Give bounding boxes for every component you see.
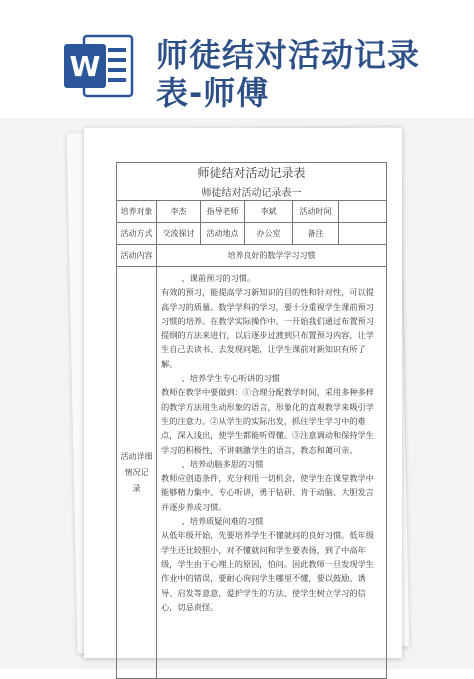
detail-label xyxy=(117,267,157,679)
record-table xyxy=(116,162,387,679)
detail-paragraph-1: 有效的预习，能提高学习新知识的目的性和针对性，可以提高学习的质量。数学学科的学习，要十分重视学生课前预习习惯的培养。在教学实际操作中，一开始我们通过布置预习提纲的方法来进行，以后逐步过渡到只布置预习内容，让学生自己去读书、去发现问题，让学生课前对新知识有所了解。 xyxy=(161,287,374,369)
value-time xyxy=(339,201,387,223)
label-method: 活动方式 xyxy=(117,223,157,245)
label-target: 培养对象 xyxy=(117,201,157,223)
value-mentor: 李斌 xyxy=(245,201,293,223)
value-target: 李杰 xyxy=(157,201,201,223)
detail-label-line3: 录 xyxy=(132,483,141,493)
label-mentor: 指导老师 xyxy=(201,201,245,223)
label-place: 活动地点 xyxy=(201,223,245,245)
table-title: 师徒结对活动记录表 xyxy=(117,163,387,183)
detail-body xyxy=(157,267,387,679)
detail-heading-1: 、课前预习的习惯。 xyxy=(181,273,256,283)
label-content: 活动内容 xyxy=(117,245,157,267)
table-subtitle: 师徒结对活动记录表一 xyxy=(117,182,387,201)
document-page[interactable] xyxy=(84,128,402,658)
value-content: 培养良好的数学学习习惯 xyxy=(157,245,387,267)
page-title-line2: 表-师傅 xyxy=(156,74,270,112)
detail-paragraph-4: 从低年级开始，先要培养学生不懂就问的良好习惯。低年级学生还比较胆小，对不懂就问和学生要表扬，到了中高年级，学生由于心理上的原因，怕问。因此教师一旦发现学生作业中的错误，要耐心询问学生哪里不懂，要以鼓励、诱导、启发等意意，爱护学生的方法，使学生树立学习的信心，切忌责怪。 xyxy=(161,530,374,612)
detail-paragraph-3: 教师应创造条件，充分利用一切机会，使学生在课堂教学中能够精力集中、专心听讲，勇于钻研、肯于动脑、大胆发言并逐步养成习惯。 xyxy=(161,473,374,512)
label-time: 活动时间 xyxy=(293,201,339,223)
value-note xyxy=(339,223,387,245)
page-title-line1: 师徒结对活动记录 xyxy=(156,36,421,74)
detail-label-line1: 活动详细 xyxy=(120,451,153,461)
value-method: 交流探讨 xyxy=(157,223,201,245)
detail-heading-2: 、培养学生专心听讲的习惯 xyxy=(181,373,280,384)
word-logo-letter: W xyxy=(69,50,101,83)
header-banner xyxy=(0,0,474,120)
detail-paragraph-2: 教师在教学中要做到：①合理分配教学时间，采用多种多样的教学方法用生动形象的语言，形象化的直观教学来吸引学生的注意力。②从学生的实际出发，抓住学生学习中的难点，深入浅出，使学生都能听得懂。③注意调动和保持学生学习的积极性，不讲刺激学生的语言，教态和蔼可亲。 xyxy=(161,387,374,455)
word-document-icon xyxy=(62,30,136,102)
detail-label-line2: 情况记 xyxy=(124,467,149,477)
label-note: 备注 xyxy=(293,223,339,245)
detail-heading-4: 、培养质疑问难的习惯 xyxy=(181,516,264,527)
value-place: 办公室 xyxy=(245,223,293,245)
detail-heading-3: 、培养动脑多思的习惯 xyxy=(181,458,264,469)
